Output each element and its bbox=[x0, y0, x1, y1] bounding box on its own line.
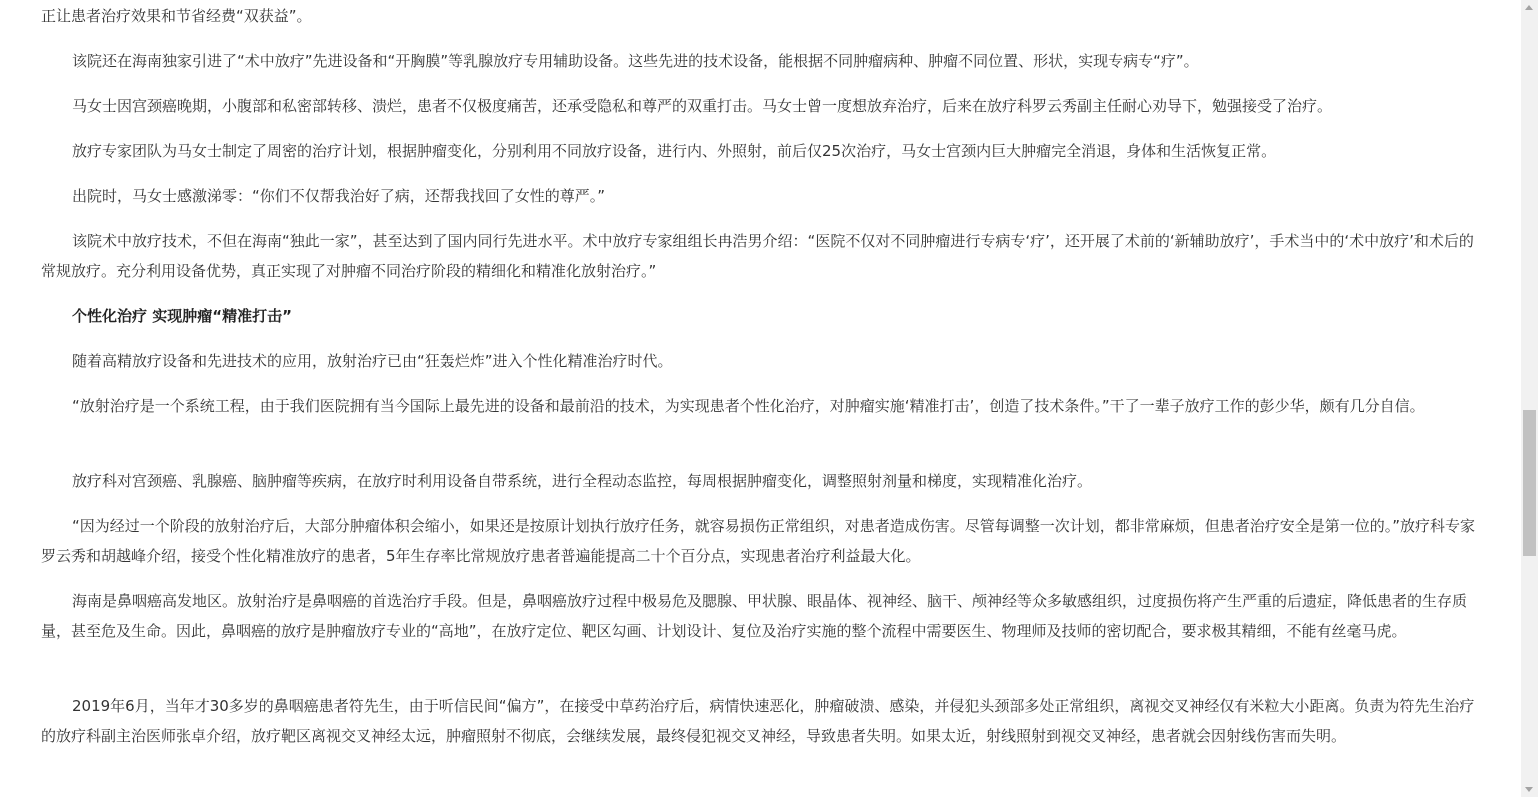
scroll-down-arrow-icon[interactable] bbox=[1525, 787, 1533, 792]
article-paragraph: 正让患者治疗效果和节省经费“双获益”。 bbox=[41, 7, 312, 25]
scrollbar-thumb[interactable] bbox=[1523, 410, 1536, 556]
section-heading: 个性化治疗 实现肿瘤“精准打击” bbox=[72, 307, 292, 325]
article-paragraph: 海南是鼻咽癌高发地区。放射治疗是鼻咽癌的首选治疗手段。但是，鼻咽癌放疗过程中极易危及腮腺、甲状腺、眼晶体、视神经、脑干、颅神经等众多敏感组织，过度损伤将产生严重的后遗症，降低患者的生存质量，甚至危及生命。因此，鼻咽癌的放疗是肿瘤放疗专业的“高地”，在放疗定位、靶区勾画、计划设计、复位及治疗实施的整个流程中需要医生、物理师及技师的密切配合，要求极其精细，不能有丝毫马虎。 bbox=[41, 592, 1468, 640]
article-paragraph: 放疗科对宫颈癌、乳腺癌、脑肿瘤等疾病，在放疗时利用设备自带系统，进行全程动态监控，每周根据肿瘤变化，调整照射剂量和梯度，实现精准化治疗。 bbox=[72, 472, 1093, 490]
article-paragraph: 随着高精放疗设备和先进技术的应用，放射治疗已由“狂轰烂炸”进入个性化精准治疗时代。 bbox=[72, 352, 673, 370]
article-paragraph: 放疗专家团队为马女士制定了周密的治疗计划，根据肿瘤变化，分别利用不同放疗设备，进行内、外照射，前后仅25次治疗，马女士宫颈内巨大肿瘤完全消退，身体和生活恢复正常。 bbox=[72, 142, 1277, 160]
scroll-up-arrow-icon[interactable] bbox=[1525, 5, 1533, 10]
article-paragraph: 该院还在海南独家引进了“术中放疗”先进设备和“开胸膜”等乳腺放疗专用辅助设备。这些先进的技术设备，能根据不同肿瘤病种、肿瘤不同位置、形状，实现专病专“疗”。 bbox=[72, 52, 1199, 70]
vertical-scrollbar[interactable] bbox=[1521, 0, 1538, 797]
article-paragraph: 该院术中放疗技术，不但在海南“独此一家”，甚至达到了国内同行先进水平。术中放疗专家组组长冉浩男介绍：“医院不仅对不同肿瘤进行专病专‘疗’，还开展了术前的‘新辅助放疗’，手术当中的‘术中放疗’和术后的常规放疗。充分利用设备优势，真正实现了对肿瘤不同治疗阶段的精细化和精准化放射治疗。” bbox=[41, 232, 1474, 280]
article-paragraph: “放射治疗是一个系统工程，由于我们医院拥有当今国际上最先进的设备和最前沿的技术，为实现患者个性化治疗，对肿瘤实施‘精准打击’，创造了技术条件。”干了一辈子放疗工作的彭少华，颇有几分自信。 bbox=[72, 397, 1425, 415]
article-paragraph: “因为经过一个阶段的放射治疗后，大部分肿瘤体积会缩小，如果还是按原计划执行放疗任务，就容易损伤正常组织，对患者造成伤害。尽管每调整一次计划，都非常麻烦，但患者治疗安全是第一位的。”放疗科专家罗云秀和胡越峰介绍，接受个性化精准放疗的患者，5年生存率比常规放疗患者普遍能提高二十个百分点，实现患者治疗利益最大化。 bbox=[41, 517, 1476, 565]
article-paragraph: 马女士因宫颈癌晚期，小腹部和私密部转移、溃烂，患者不仅极度痛苦，还承受隐私和尊严的双重打击。马女士曾一度想放弃治疗，后来在放疗科罗云秀副主任耐心劝导下，勉强接受了治疗。 bbox=[72, 97, 1333, 115]
article-paragraph: 2019年6月，当年才30多岁的鼻咽癌患者符先生，由于听信民间“偏方”，在接受中草药治疗后，病情快速恶化，肿瘤破溃、感染，并侵犯头颈部多处正常组织，离视交叉神经仅有米粒大小距离。负责为符先生治疗的放疗科副主治医师张卓介绍，放疗靶区离视交叉神经太远，肿瘤照射不彻底，会继续发展，最终侵犯视交叉神经，导致患者失明。如果太近，射线照射到视交叉神经，患者就会因射线伤害而失明。 bbox=[41, 697, 1475, 745]
article-paragraph: 出院时，马女士感激涕零：“你们不仅帮我治好了病，还帮我找回了女性的尊严。” bbox=[72, 187, 606, 205]
